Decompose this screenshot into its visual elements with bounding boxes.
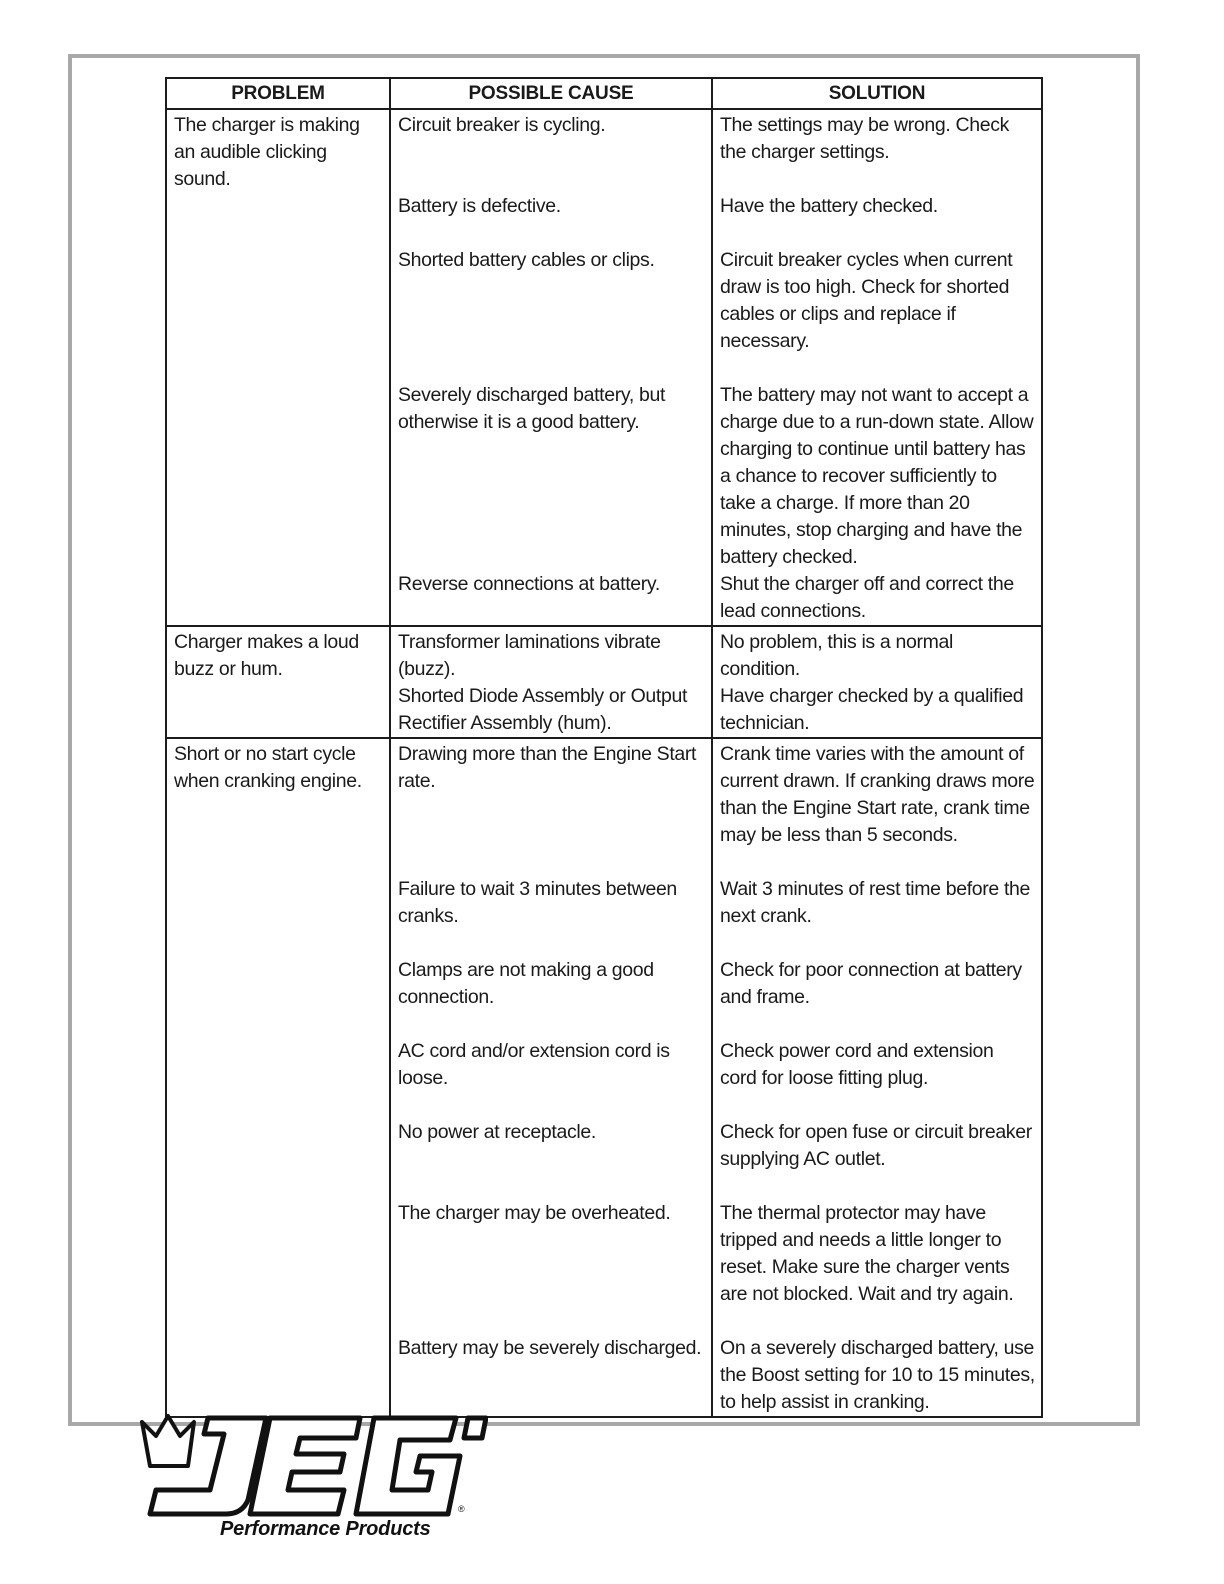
cause-cell: [390, 109, 712, 626]
cause-text: Transformer laminations vibrate (buzz).: [398, 631, 661, 680]
problem-text: The charger is making an audible clicking sound.: [174, 114, 360, 190]
header-solution: SOLUTION: [712, 78, 1042, 109]
solution-text: Circuit breaker cycles when current draw is too high. Check for shorted cables or clips and replace if necessary.: [720, 249, 1013, 352]
table-row: [166, 738, 1042, 1417]
solution-text: Crank time varies with the amount of current drawn. If cranking draws more than the Engine Start rate, crank time may be less than 5 seconds.: [720, 743, 1035, 846]
problem-cell: [166, 109, 390, 626]
solution-text: Check for poor connection at battery and frame.: [720, 959, 1022, 1008]
solution-text: Wait 3 minutes of rest time before the next crank.: [720, 878, 1031, 927]
cause-text: Drawing more than the Engine Start rate.: [398, 743, 697, 792]
solution-cell: [712, 626, 1042, 738]
table-header-row: [166, 78, 1042, 109]
cause-text: Shorted Diode Assembly or Output Rectifier Assembly (hum).: [398, 685, 688, 734]
table-row: [166, 626, 1042, 738]
svg-text:®: ®: [458, 1504, 465, 1514]
cause-text: Battery may be severely discharged.: [398, 1337, 702, 1359]
crown-icon: [142, 1416, 194, 1466]
solution-text: On a severely discharged battery, use the Boost setting for 10 to 15 minutes, to help assist in cranking.: [720, 1337, 1035, 1413]
cause-text: Battery is defective.: [398, 195, 561, 217]
solution-cell: [712, 109, 1042, 626]
solution-text: The thermal protector may have tripped and needs a little longer to reset. Make sure the charger vents are not blocked. Wait and try again.: [720, 1202, 1014, 1305]
cause-text: Reverse connections at battery.: [398, 573, 660, 595]
cause-text: AC cord and/or extension cord is loose.: [398, 1040, 670, 1089]
brand-wordmark: [150, 1418, 486, 1514]
cause-cell: [390, 626, 712, 738]
cause-text: The charger may be overheated.: [398, 1202, 671, 1224]
solution-text: Have charger checked by a qualified technician.: [720, 685, 1024, 734]
solution-text: Check power cord and extension cord for loose fitting plug.: [720, 1040, 994, 1089]
cause-text: Shorted battery cables or clips.: [398, 249, 655, 271]
problem-cell: [166, 626, 390, 738]
table-row: [166, 109, 1042, 626]
cause-text: No power at receptacle.: [398, 1121, 596, 1143]
header-possible-cause: POSSIBLE CAUSE: [390, 78, 712, 109]
solution-text: Check for open fuse or circuit breaker supplying AC outlet.: [720, 1121, 1032, 1170]
cause-text: Clamps are not making a good connection.: [398, 959, 654, 1008]
solution-text: No problem, this is a normal condition.: [720, 631, 953, 680]
solution-cell: [712, 738, 1042, 1417]
solution-text: The settings may be wrong. Check the charger settings.: [720, 114, 1010, 163]
brand-tagline: Performance Products: [220, 1518, 431, 1540]
solution-text: Have the battery checked.: [720, 195, 938, 217]
problem-cell: [166, 738, 390, 1417]
cause-cell: [390, 738, 712, 1417]
header-problem: PROBLEM: [166, 78, 390, 109]
cause-text: Circuit breaker is cycling.: [398, 114, 606, 136]
problem-text: Charger makes a loud buzz or hum.: [174, 631, 359, 680]
cause-text: Severely discharged battery, but otherwise it is a good battery.: [398, 384, 666, 433]
problem-text: Short or no start cycle when cranking engine.: [174, 743, 362, 792]
solution-text: Shut the charger off and correct the lead connections.: [720, 573, 1014, 622]
solution-text: The battery may not want to accept a charge due to a run-down state. Allow charging to continue until battery has a chance to recover sufficiently to take a charge. If more than 20 minutes, stop charging and have the battery checked.: [720, 384, 1034, 568]
cause-text: Failure to wait 3 minutes between cranks.: [398, 878, 677, 927]
troubleshooting-table: [165, 77, 1043, 1418]
